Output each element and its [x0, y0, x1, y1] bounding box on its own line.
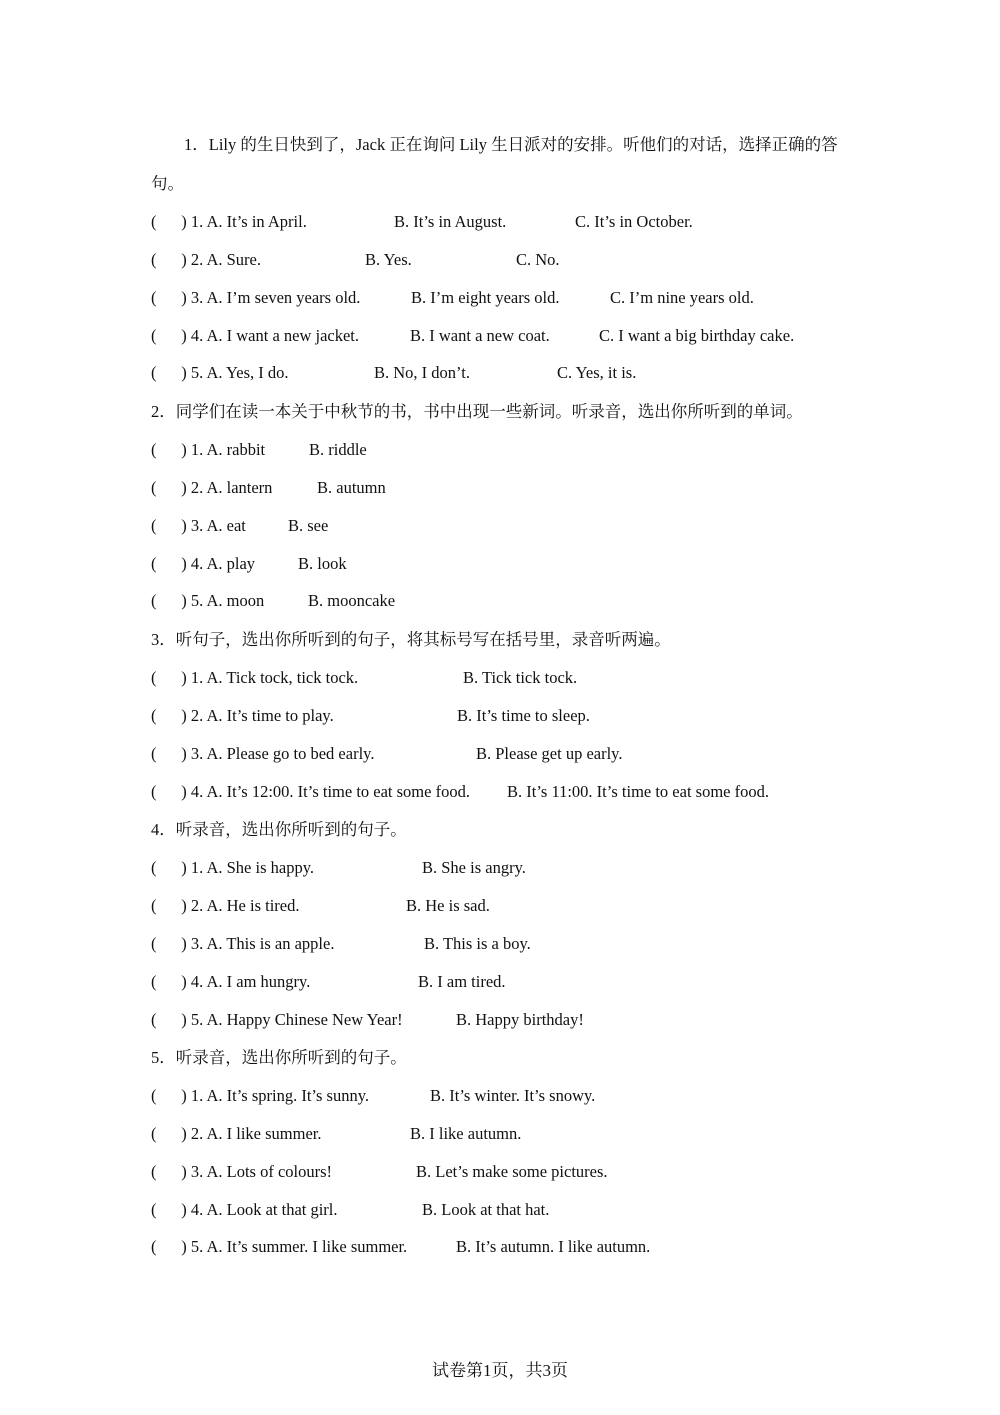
- option-b: B. I want a new coat.: [410, 326, 550, 345]
- option-b: B. I am tired.: [418, 972, 506, 991]
- option-b: B. She is angry.: [422, 858, 526, 877]
- option-b: B. It’s winter. It’s snowy.: [430, 1086, 596, 1105]
- option-b: B. look: [298, 554, 347, 573]
- option-b: B. see: [288, 516, 329, 535]
- option-a: ( ) 1. A. Tick tock, tick tock.: [151, 668, 359, 687]
- option-c: C. I’m nine years old.: [610, 288, 754, 307]
- option-a: ( ) 2. A. He is tired.: [151, 896, 300, 915]
- option-b: B. No, I don’t.: [374, 363, 470, 382]
- option-b: B. Please get up early.: [476, 744, 623, 763]
- option-b: B. autumn: [317, 478, 386, 497]
- option-b: B. riddle: [309, 440, 367, 459]
- option-b: B. Let’s make some pictures.: [416, 1162, 608, 1181]
- option-a: ( ) 5. A. It’s summer. I like summer.: [151, 1237, 408, 1256]
- option-b: B. It’s time to sleep.: [457, 706, 590, 725]
- option-a: ( ) 2. A. Sure.: [151, 250, 261, 269]
- option-a: ( ) 5. A. Yes, I do.: [151, 363, 289, 382]
- option-c: C. I want a big birthday cake.: [599, 326, 795, 345]
- option-a: ( ) 4. A. Look at that girl.: [151, 1200, 338, 1219]
- section-3-instruction: 3．听句子，选出你所听到的句子，将其标号写在括号里，录音听两遍。: [151, 630, 671, 649]
- option-b: B. I like autumn.: [410, 1124, 522, 1143]
- option-a: ( ) 1. A. It’s spring. It’s sunny.: [151, 1086, 370, 1105]
- option-a: ( ) 4. A. It’s 12:00. It’s time to eat some food.: [151, 782, 470, 801]
- option-a: ( ) 3. A. eat: [151, 516, 246, 535]
- option-a: ( ) 5. A. Happy Chinese New Year!: [151, 1010, 403, 1029]
- option-b: B. mooncake: [308, 591, 396, 610]
- option-a: ( ) 1. A. rabbit: [151, 440, 266, 459]
- option-b: B. It’s in August.: [394, 212, 507, 231]
- option-a: ( ) 3. A. I’m seven years old.: [151, 288, 361, 307]
- option-a: ( ) 2. A. lantern: [151, 478, 273, 497]
- option-b: B. It’s 11:00. It’s time to eat some food.: [507, 782, 769, 801]
- option-b: B. This is a boy.: [424, 934, 531, 953]
- option-b: B. Happy birthday!: [456, 1010, 584, 1029]
- option-c: C. Yes, it is.: [557, 363, 637, 382]
- option-a: ( ) 4. A. I am hungry.: [151, 972, 311, 991]
- option-b: B. He is sad.: [406, 896, 490, 915]
- option-a: ( ) 3. A. Please go to bed early.: [151, 744, 375, 763]
- option-a: ( ) 5. A. moon: [151, 591, 265, 610]
- section-4-instruction: 4．听录音，选出你所听到的句子。: [151, 820, 407, 839]
- option-a: ( ) 3. A. Lots of colours!: [151, 1162, 333, 1181]
- option-a: ( ) 2. A. It’s time to play.: [151, 706, 334, 725]
- option-b: B. I’m eight years old.: [411, 288, 560, 307]
- option-a: ( ) 2. A. I like summer.: [151, 1124, 322, 1143]
- option-a: ( ) 4. A. I want a new jacket.: [151, 326, 360, 345]
- option-b: B. It’s autumn. I like autumn.: [456, 1237, 651, 1256]
- option-c: C. No.: [516, 250, 560, 269]
- section-5-instruction: 5．听录音，选出你所听到的句子。: [151, 1048, 407, 1067]
- section-1-instruction: 1．Lily 的生日快到了，Jack 正在询问 Lily 生日派对的安排。听他们的对话，选择正确的答句。: [151, 135, 838, 193]
- option-c: C. It’s in October.: [575, 212, 693, 231]
- page-footer: 试卷第1页，共3页: [432, 1361, 568, 1380]
- section-2-instruction: 2．同学们在读一本关于中秋节的书，书中出现一些新词。听录音，选出你所听到的单词。: [151, 402, 803, 421]
- option-b: B. Tick tick tock.: [463, 668, 578, 687]
- option-a: ( ) 4. A. play: [151, 554, 256, 573]
- option-a: ( ) 1. A. It’s in April.: [151, 212, 307, 231]
- option-a: ( ) 3. A. This is an apple.: [151, 934, 335, 953]
- option-b: B. Yes.: [365, 250, 412, 269]
- option-b: B. Look at that hat.: [422, 1200, 550, 1219]
- option-a: ( ) 1. A. She is happy.: [151, 858, 315, 877]
